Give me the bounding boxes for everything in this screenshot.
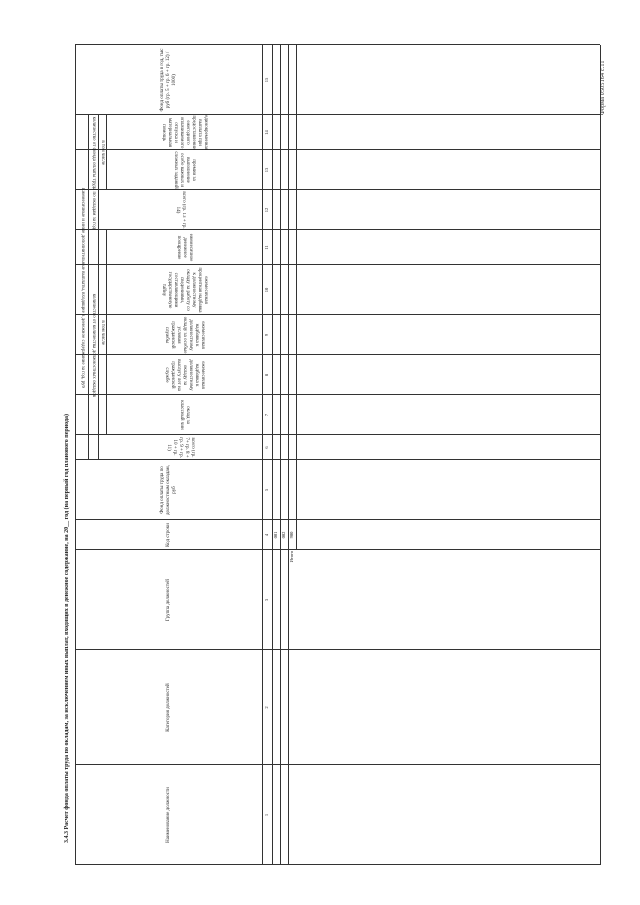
col-header-salary-fund: Фонд оплаты труда по должностным окладам, руб <box>159 465 177 515</box>
col-number-14: 14 <box>264 130 269 135</box>
col-header-seniority: ежемесячная надбавка к должностному окладу за выслугу лет на гражданской службе <box>164 359 205 391</box>
col-header-vacation-payment: единовременная выплата при предоставлении ежегодного оплачиваемого отпуска и материальная помощь <box>161 115 208 150</box>
col-header-incl-1: в том числе <box>100 320 105 345</box>
col-header-annual-fund: Фонд оплаты труда в год, тыс руб (гр. 5 + гр. 6 + гр. 12) / 1000) <box>159 48 177 112</box>
col-header-incl-2: в том числе <box>100 140 105 165</box>
total-label: Итого <box>289 551 294 563</box>
col-number-2: 2 <box>264 706 269 709</box>
col-number-7: 7 <box>264 413 269 417</box>
col-header-group-main: Ежемесячные и иные дополнительные выплаты, входящие в денежное содержание за год, руб <box>79 187 85 388</box>
form-code: Форма 0505164 с.11 <box>600 60 606 115</box>
section-title: 3.4.3 Расчет фонда оплаты труда по окладам, за исключением иных выплат, входящих в денежное содержание, на 20__ год (на первый год планового периода) <box>64 413 70 843</box>
row-divider-1 <box>280 45 281 865</box>
col-header-group-fund: количество от фонда оплаты труда по окладам за год <box>91 116 96 229</box>
col-number-15: 15 <box>264 77 269 83</box>
col-header-category: Категория должностей <box>165 683 171 732</box>
total-code: 900 <box>289 531 294 539</box>
row-code-1: 001 <box>273 531 278 539</box>
col-header-total-allowances: всего (гр. 7+ гр. 8 + гр. 9 + гр. 10 + гр. 11) <box>166 437 195 458</box>
col-number-10: 10 <box>264 287 269 293</box>
col-number-1: 1 <box>264 813 269 817</box>
col-number-9: 9 <box>264 333 269 337</box>
total-row-bottom <box>296 45 297 550</box>
col-header-special-conditions: ежемесячная надбавка к должностному окладу за особые условия гражданской службы <box>164 316 205 354</box>
col-number-13: 13 <box>264 167 269 173</box>
col-header-group: Группа должностей <box>165 579 171 621</box>
col-header-monthly-bonus: ежемесячное денежное поощрение <box>176 233 193 262</box>
col-header-special-tasks: премии за выполнение особо важных и сложных заданий <box>173 151 196 189</box>
col-number-5: 5 <box>264 488 269 492</box>
col-number-8: 8 <box>264 373 269 377</box>
col-header-group-salaries: количество от количества должностных окладов <box>91 293 96 397</box>
col-header-total-fund: всего (гр. 13 + гр. 14) <box>175 191 186 229</box>
col-header-state-secret: ежемесячная процентная надбавка к должностному окладу за работу со сведениями, составляющими государственную тайну <box>161 267 208 313</box>
table-border-bottom <box>600 45 601 865</box>
col-number-4: 4 <box>264 533 269 537</box>
col-header-class-rank: оклад за классный чин <box>179 400 190 430</box>
col-number-6: 6 <box>264 446 269 449</box>
col-number-11: 11 <box>264 245 269 250</box>
col-number-12: 12 <box>264 207 269 213</box>
col-header-code: Код строки <box>165 523 171 547</box>
colnum-divider <box>272 45 273 865</box>
row-code-2: 002 <box>281 531 286 539</box>
row-divider-2 <box>288 45 289 865</box>
col-header-position: Наименование должности <box>165 787 171 843</box>
col-number-3: 3 <box>264 598 269 602</box>
